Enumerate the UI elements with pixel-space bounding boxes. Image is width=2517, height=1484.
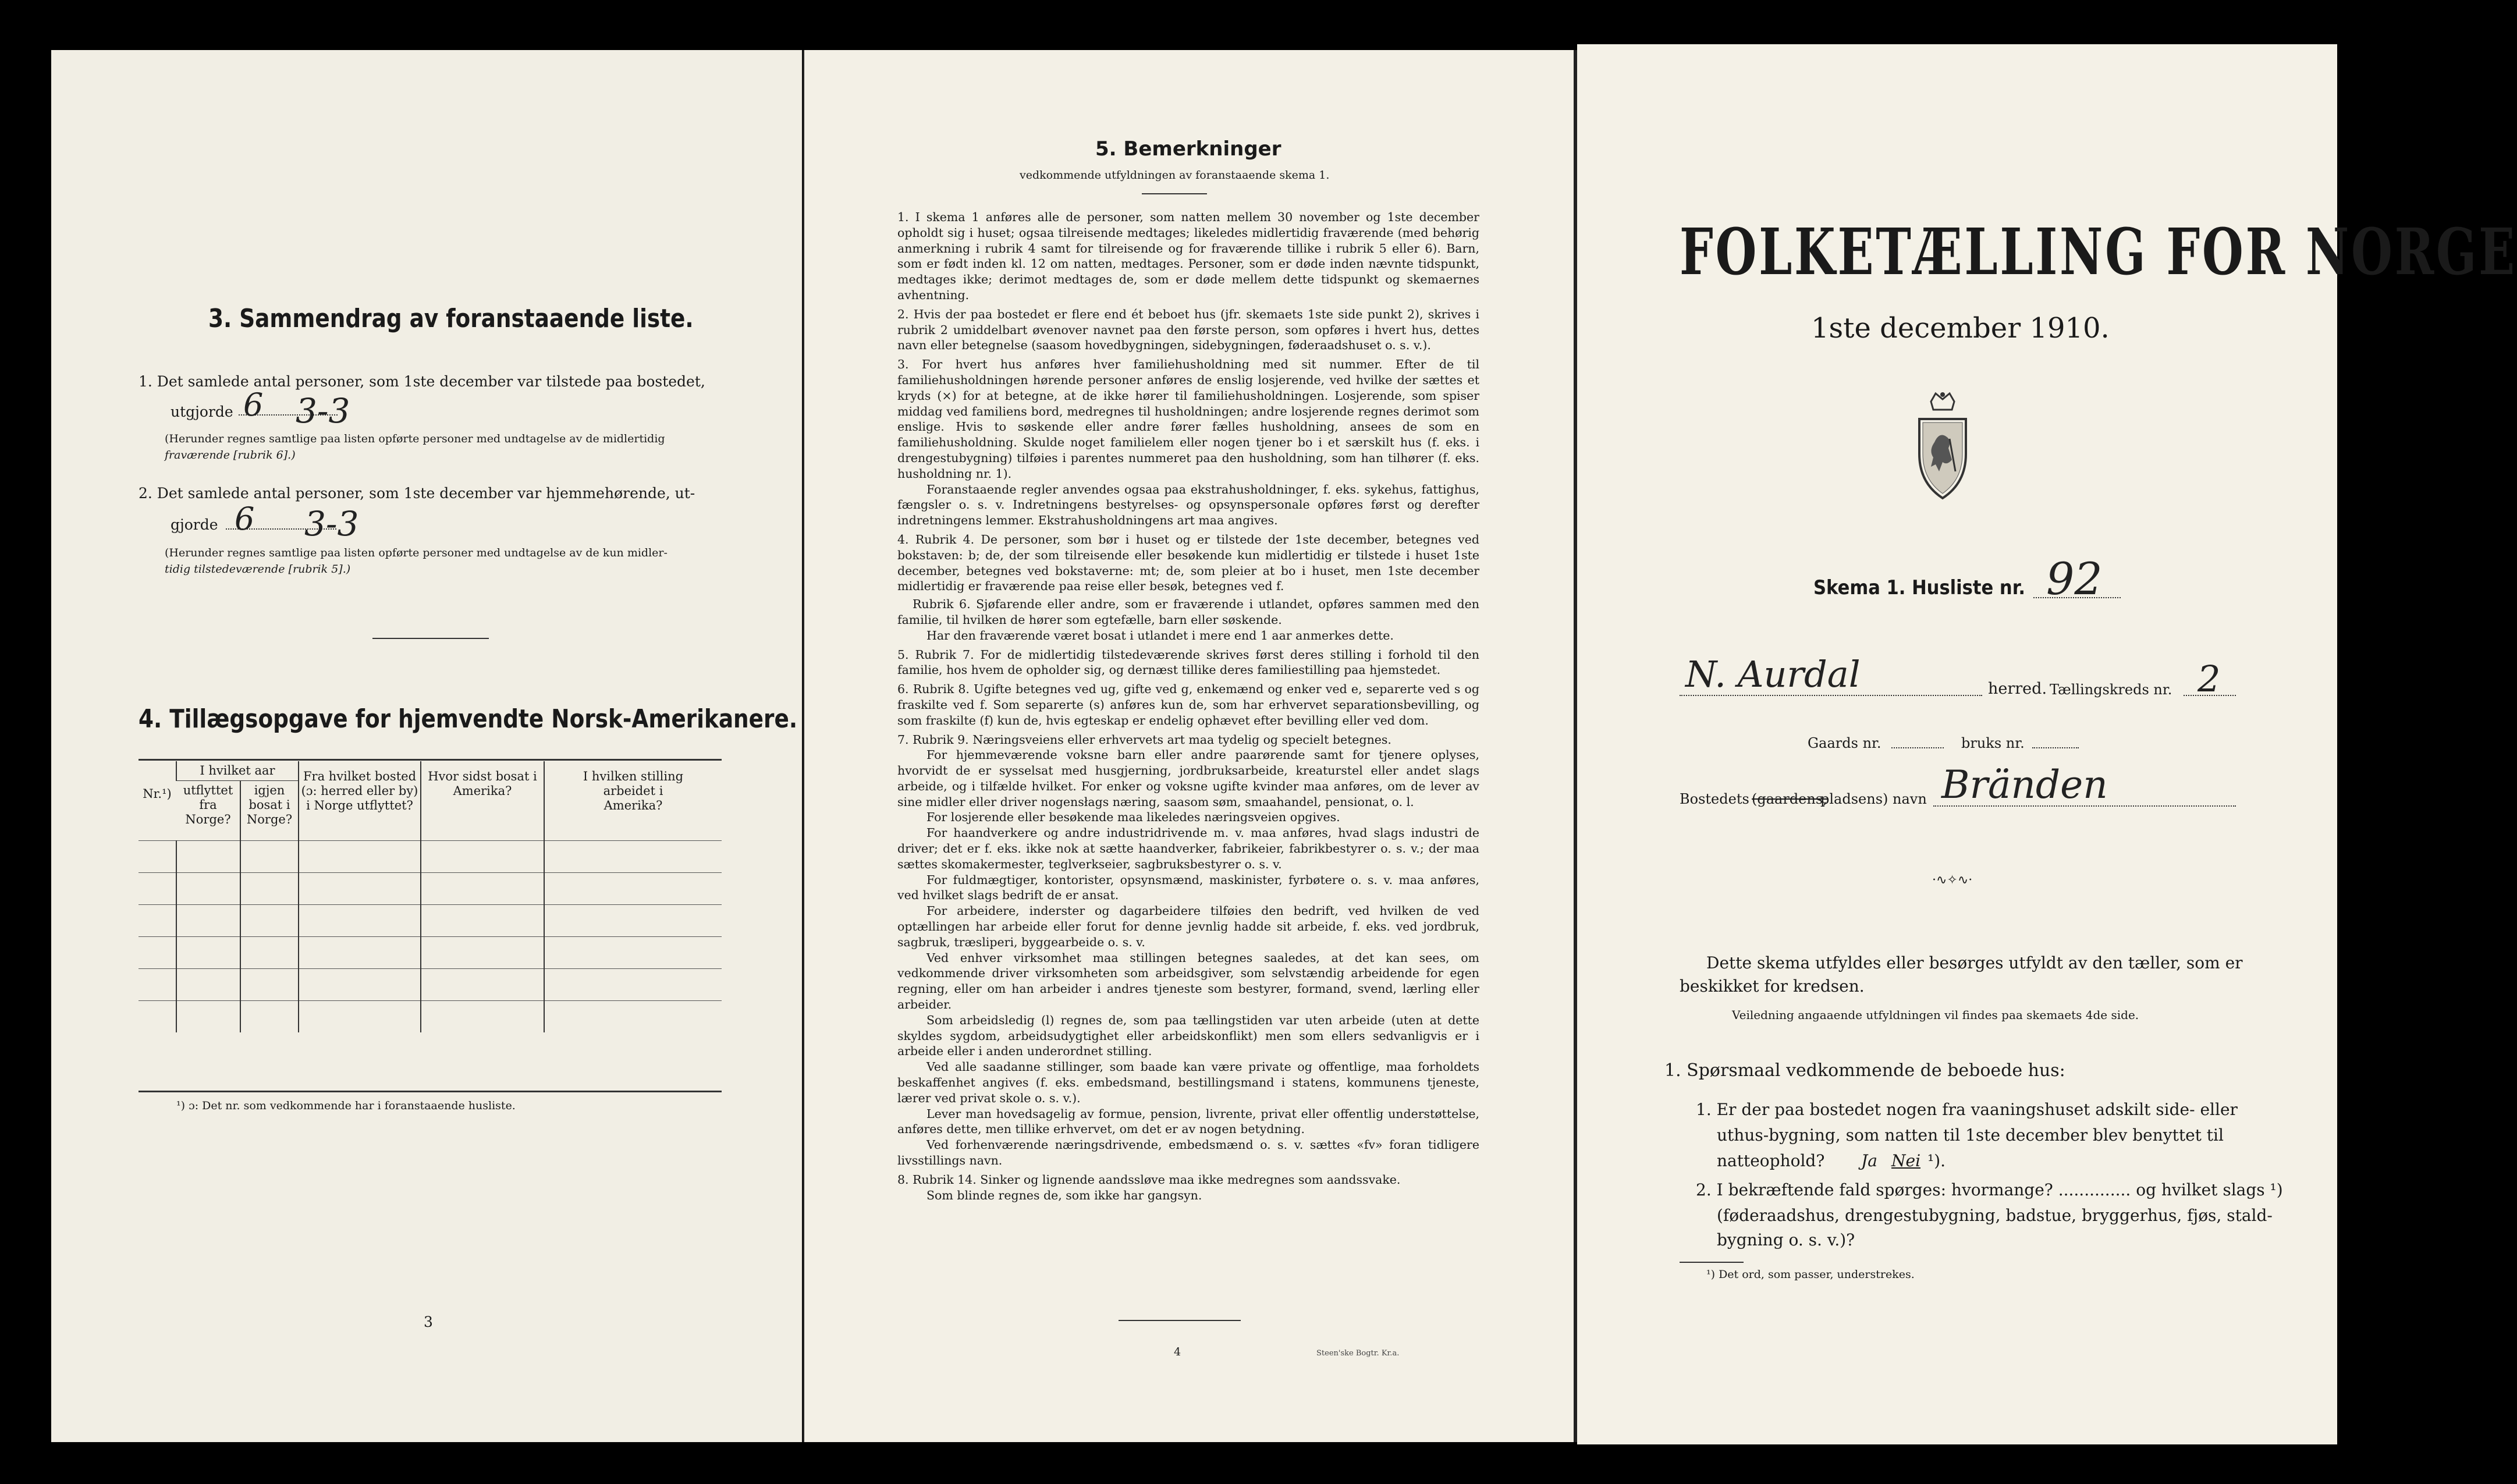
item1-prefix: utgjorde — [171, 403, 233, 420]
q1-nei: Nei — [1891, 1151, 1921, 1170]
item2-note-2: tidig tilstedeværende [rubrik 5].) — [165, 563, 351, 576]
remark: 4. Rubrik 4. De personer, som bør i huset og er tilstede der 1ste december, betegnes ved bokstaven: b; de, der som tilreisende eller besøkende kun midlertidig er tilstede i huset 1ste december, betegnes ved bokstaverne: mt; de, som pleier at bo i huset, men 1ste december midlertidig er fraværende paa reise eller besøk, betegnes ved f. — [897, 532, 1479, 594]
remark: 8. Rubrik 14. Sinker og lignende aandssløve maa ikke medregnes som aandssvake. — [897, 1172, 1401, 1187]
right-page — [1577, 44, 2517, 1444]
remark: For losjerende eller besøkende maa likeledes næringsveien opgives. — [926, 810, 1340, 825]
coat-of-arms-icon — [1914, 390, 1972, 500]
bosted-value: Bränden — [1941, 762, 2108, 807]
col-returned: igjen bosat i Norge? — [240, 781, 299, 841]
remark: 7. Rubrik 9. Næringsveiens eller erhvervets art maa tydelig og specielt betegnes. — [897, 732, 1391, 747]
herred-value: N. Aurdal — [1685, 653, 1861, 695]
table-top-rule — [139, 759, 722, 761]
q2-line-2: (føderaadshus, drengestubygning, badstue, bryggerhus, fjøs, stald- — [1717, 1206, 2273, 1225]
remark: Ved enhver virksomhet maa stillingen betegnes saaledes, at det kan sees, om vedkommende driver virksomheten som arbeidsgiver, som selvstændig arbeidende for egen regning, eller om han arbeider i andres tjeneste som bestyrer, formand, svend, lærling eller arbeider. — [897, 950, 1479, 1012]
bosted-label-2: pladsens) navn — [1820, 791, 1927, 807]
remarks-subtitle: vedkommende utfyldningen av foranstaaende skema 1. — [1020, 169, 1330, 182]
q1-suffix: ¹). — [1927, 1151, 1946, 1170]
table-row — [139, 905, 722, 937]
item2-prefix: gjorde — [171, 516, 218, 533]
q1-ja: Ja — [1861, 1151, 1877, 1170]
col-nr: Nr.¹) — [143, 787, 172, 801]
table-row — [139, 937, 722, 969]
table-bottom-rule — [139, 1091, 722, 1092]
item1-note-2: fraværende [rubrik 6].) — [165, 449, 296, 461]
remark: Lever man hovedsagelig av formue, pension, livrente, privat eller offentlig understøttelse, anføres dette, men tillike erhvervet, om det er av nogen betydning. — [897, 1106, 1479, 1137]
table-row — [139, 1001, 722, 1033]
item2-handwritten: 6 — [235, 500, 255, 537]
kreds-label: Tællingskreds nr. — [2050, 681, 2172, 698]
remark: 3. For hvert hus anføres hver familiehusholdning med sit nummer. Efter de til familiehusholdningen hørende personer anføres de enslig losjerende, ved hvilke der sættes et kryds (×) for at betegne, at de ikke hører til familiehusholdningen. Losjerende, som spiser middag ved familiens bord, medregnes til husholdningen; andre losjerende regnes derimot som enslige. Hvis to søskende eller andre fører fælles husholdning, ansees de som en familiehusholdning. Skulde noget familielem eller nogen tjener bo i et særskilt hus (f. eks. i drengestubygning) tilføies i parentes nummeret paa den husholdning, som han tilhører (f. eks. husholdning nr. 1). — [897, 357, 1479, 481]
remark: For hjemmeværende voksne barn eller andre paarørende samt for tjenere oplyses, hvorvidt de er sysselsat med husgjerning, jordbruksarbeide, kreaturstel eller andet slags arbeide, og i tilfælde hvilket. For enker og voksne ugifte kvinder maa anføres, om de lever av sine midler eller driver nogensłags næring, saasom søm, smaahandel, pensionat, o. l. — [897, 748, 1479, 809]
item1-handwritten-2: 3-3 — [296, 391, 350, 431]
remark: Foranstaaende regler anvendes ogsaa paa ekstrahusholdninger, f. eks. sykehus, fattighus, fængsler o. s. v. Indretningens bestyrelses- og opsynspersonale opføres først og derefter indretningens lemmer. Ekstrahusholdningens art maa angives. — [897, 482, 1479, 528]
section3-title: 3. Sammendrag av foranstaaende liste. — [208, 304, 694, 333]
husliste-nr: 92 — [2046, 553, 2103, 605]
col-occupation: I hvilken stilling arbeidet i Amerika? — [544, 761, 722, 841]
item1-handwritten: 6 — [243, 386, 264, 423]
table-footnote: ¹) ɔ: Det nr. som vedkommende har i foranstaaende husliste. — [176, 1099, 516, 1112]
remark: 1. I skema 1 anføres alle de personer, som natten mellem 30 november og 1ste december opholdt sig i huset; ogsaa tilreisende medtages; likeledes midlertidig fraværende (med behørig anmerkning i rubrik 4 samt for tilreisende og for fraværende tillike i rubrik 5 eller 6). Barn, som er født inden kl. 12 om natten, medtages. Personer, som er døde inden nævnte tidspunkt, medtages ikke; derimot medtages de, som er døde mellem dette tidspunkt og skemaernes avhentning. — [897, 210, 1479, 302]
col-last-residence: Hvor sidst bosat i Amerika? — [421, 761, 544, 841]
kreds-value: 2 — [2198, 658, 2221, 700]
left-page — [51, 50, 802, 1442]
q1-line-1: 1. Er der paa bostedet nogen fra vaaningshuset adskilt side- eller — [1696, 1100, 2238, 1119]
divider — [1142, 193, 1207, 194]
q1-line-2: uthus-bygning, som natten til 1ste december blev benyttet til — [1717, 1126, 2224, 1145]
divider — [1119, 1320, 1241, 1321]
remark: Som arbeidsledig (l) regnes de, som paa tællingstiden var uten arbeide (uten at dette skyldes sygdom, arbeidsudygtighet eller arbeidskonflikt) men som ellers sedvanligvis er i arbeide eller i anden underordnet stilling. — [897, 1013, 1479, 1059]
table-row — [139, 841, 722, 873]
remark: Har den fraværende været bosat i utlandet i mere end 1 aar anmerkes dette. — [926, 628, 1394, 642]
page-number: 3 — [424, 1313, 433, 1330]
page-number: 4 — [1174, 1345, 1181, 1358]
divider — [1680, 1262, 1744, 1263]
questions-header: 1. Spørsmaal vedkommende de beboede hus: — [1664, 1060, 2065, 1081]
q2-line-3: bygning o. s. v.)? — [1717, 1230, 1855, 1249]
bosted-struck: (gaardens, — [1752, 791, 1827, 807]
table-row — [139, 873, 722, 905]
printer-mark: Steen'ske Bogtr. Kr.a. — [1316, 1349, 1400, 1358]
remark: Rubrik 6. Sjøfarende eller andre, som er fraværende i utlandet, opføres sammen med den familie, til hvilken de hører som egtefælle, barn eller søskende. — [897, 597, 1479, 627]
col-from-where: Fra hvilket bosted (ɔ: herred eller by) i Norge utflyttet? — [299, 761, 421, 841]
item2-text: 2. Det samlede antal personer, som 1ste december var hjemmehørende, ut- — [139, 485, 695, 502]
schema-label: Skema 1. Husliste nr. — [1813, 576, 2026, 599]
gaards-label: Gaards nr. — [1808, 735, 1881, 751]
remark: 6. Rubrik 8. Ugifte betegnes ved ug, gifte ved g, enkemænd og enker ved e, separerte ved s og fraskilte ved f. Som separerte (s) anføres kun de, som har erhvervet separationsbevilling, og som fraskilte (f) kun de, hvis egteskap er endelig ophævet efter bevilling eller ved dom. — [897, 682, 1479, 727]
section4-title: 4. Tillægsopgave for hjemvendte Norsk-Amerikanere. — [139, 704, 798, 734]
q2-line-1: 2. I bekræftende fald spørges: hvormange? .............. og hvilket slags ¹) — [1696, 1180, 2283, 1199]
intro-line-2: beskikket for kredsen. — [1680, 977, 1865, 996]
returnees-table — [139, 761, 722, 1032]
census-date: 1ste december 1910. — [1811, 312, 2110, 345]
remark: For arbeidere, inderster og dagarbeidere tilføies den bedrift, ved hvilken de ved optællingen har arbeide eller forut for denne jevnlig hadde sit arbeide, f. eks. ved jordbruk, sagbruk, træsliperi, byggearbeide o. s. v. — [897, 904, 1479, 949]
remark: 5. Rubrik 7. For de midlertidig tilstedeværende skrives først deres stilling i forhold til den familie, hos hvem de opholder sig, og dernæst tillike deres familiestilling paa hjemstedet. — [897, 647, 1479, 677]
item2-handwritten-2: 3-3 — [304, 504, 359, 544]
remark: For fuldmægtiger, kontorister, opsynsmænd, maskinister, fyrbøtere o. s. v. maa anføres, ved hvilket slags bedrift de er ansat. — [897, 872, 1479, 903]
intro-line-1: Dette skema utfyldes eller besørges utfyldt av den tæller, som er — [1706, 953, 2243, 972]
item1-note-1: (Herunder regnes samtlige paa listen opførte personer med undtagelse av de midlertidig — [165, 432, 665, 445]
remark: Ved forhenværende næringsdrivende, embedsmænd o. s. v. sættes «fv» foran tidligere livsstillings navn. — [897, 1138, 1479, 1168]
remark: Som blinde regnes de, som ikke har gangsyn. — [926, 1188, 1202, 1202]
right-footnote: ¹) Det ord, som passer, understrekes. — [1706, 1268, 1915, 1281]
table-row — [139, 969, 722, 1001]
middle-page — [804, 50, 1574, 1442]
q1-line-3: natteophold? — [1717, 1151, 1825, 1170]
bruks-label: bruks nr. — [1961, 735, 2025, 751]
remark: Ved alle saadanne stillinger, som baade kan være private og offentlige, maa forholdets beskaffenhet angives (f. eks. embedsmand, bestillingsmand i statens, kommunens tjeneste, lærer ved privat skole o. s. v.). — [897, 1060, 1479, 1105]
guidance-note: Veiledning angaaende utfyldningen vil findes paa skemaets 4de side. — [1732, 1008, 2139, 1022]
item2-note-1: (Herunder regnes samtlige paa listen opførte personer med undtagelse av de kun midler- — [165, 546, 668, 559]
remarks-title: 5. Bemerkninger — [1095, 137, 1281, 161]
divider — [372, 638, 489, 639]
remark: 2. Hvis der paa bostedet er flere end ét beboet hus (jfr. skemaets 1ste side punkt 2), skrives i rubrik 2 umiddelbart øvenover navnet paa den første person, som opføres i hvert hus, dettes navn eller betegnelse (saasom hovedbygningen, sidebygningen, føderaadshuset o. s. v.). — [897, 307, 1479, 353]
remark: For haandverkere og andre industridrivende m. v. maa anføres, hvad slags industri de driver; det er f. eks. ikke nok at sætte haandverker, fabrikeier, fabrikbestyrer o. s. v.; der maa sættes skomakermester, teglverkseier, sagbruksbestyrer o. s. v. — [897, 826, 1479, 871]
main-title: FOLKETÆLLING FOR NORGE — [1680, 214, 2517, 289]
remarks-list — [897, 210, 1479, 1203]
col-year-group: I hvilket aar — [176, 761, 299, 781]
col-emigrated: utflyttet fra Norge? — [183, 783, 233, 826]
ornament-icon: ·∿✧∿· — [1932, 873, 1973, 887]
bosted-label-1: Bostedets — [1680, 791, 1749, 807]
herred-label: herred. — [1988, 680, 2047, 698]
item1-text: 1. Det samlede antal personer, som 1ste december var tilstede paa bostedet, — [139, 373, 705, 390]
